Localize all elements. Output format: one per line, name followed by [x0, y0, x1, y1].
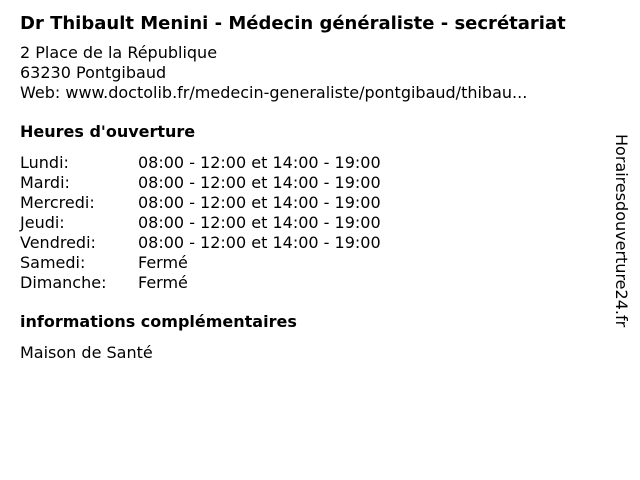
- site-brand-watermark: Horairesdouverture24.fr: [612, 134, 631, 328]
- hours-row-wednesday: [20, 193, 610, 213]
- info-text: Maison de Santé: [20, 343, 153, 362]
- hours-row-monday: [20, 153, 610, 173]
- hours-row-friday: [20, 233, 610, 253]
- hours-day: Vendredi:: [20, 233, 96, 252]
- hours-time: 08:00 - 12:00 et 14:00 - 19:00: [138, 173, 381, 192]
- page-title: Dr Thibault Menini - Médecin généraliste - secrétariat: [20, 13, 566, 34]
- hours-day: Samedi:: [20, 253, 86, 272]
- address-street: 2 Place de la République: [20, 43, 218, 62]
- hours-time: Fermé: [138, 253, 188, 272]
- hours-time: 08:00 - 12:00 et 14:00 - 19:00: [138, 213, 381, 232]
- hours-day: Mardi:: [20, 173, 70, 192]
- listing-card: [20, 12, 610, 363]
- hours-day: Jeudi:: [20, 213, 65, 232]
- hours-heading: Heures d'ouverture: [20, 122, 196, 141]
- hours-time: Fermé: [138, 273, 188, 292]
- hours-day: Mercredi:: [20, 193, 95, 212]
- hours-table: [20, 153, 610, 293]
- hours-time: 08:00 - 12:00 et 14:00 - 19:00: [138, 193, 381, 212]
- hours-row-thursday: [20, 213, 610, 233]
- hours-time: 08:00 - 12:00 et 14:00 - 19:00: [138, 233, 381, 252]
- info-heading: informations complémentaires: [20, 312, 297, 331]
- website-link[interactable]: Web: www.doctolib.fr/medecin-generaliste/pontgibaud/thibau...: [20, 83, 528, 102]
- hours-day: Dimanche:: [20, 273, 107, 292]
- address-block: [20, 43, 610, 103]
- hours-row-sunday: [20, 273, 610, 293]
- hours-day: Lundi:: [20, 153, 69, 172]
- hours-time: 08:00 - 12:00 et 14:00 - 19:00: [138, 153, 381, 172]
- address-city: 63230 Pontgibaud: [20, 63, 167, 82]
- hours-row-tuesday: [20, 173, 610, 193]
- hours-row-saturday: [20, 253, 610, 273]
